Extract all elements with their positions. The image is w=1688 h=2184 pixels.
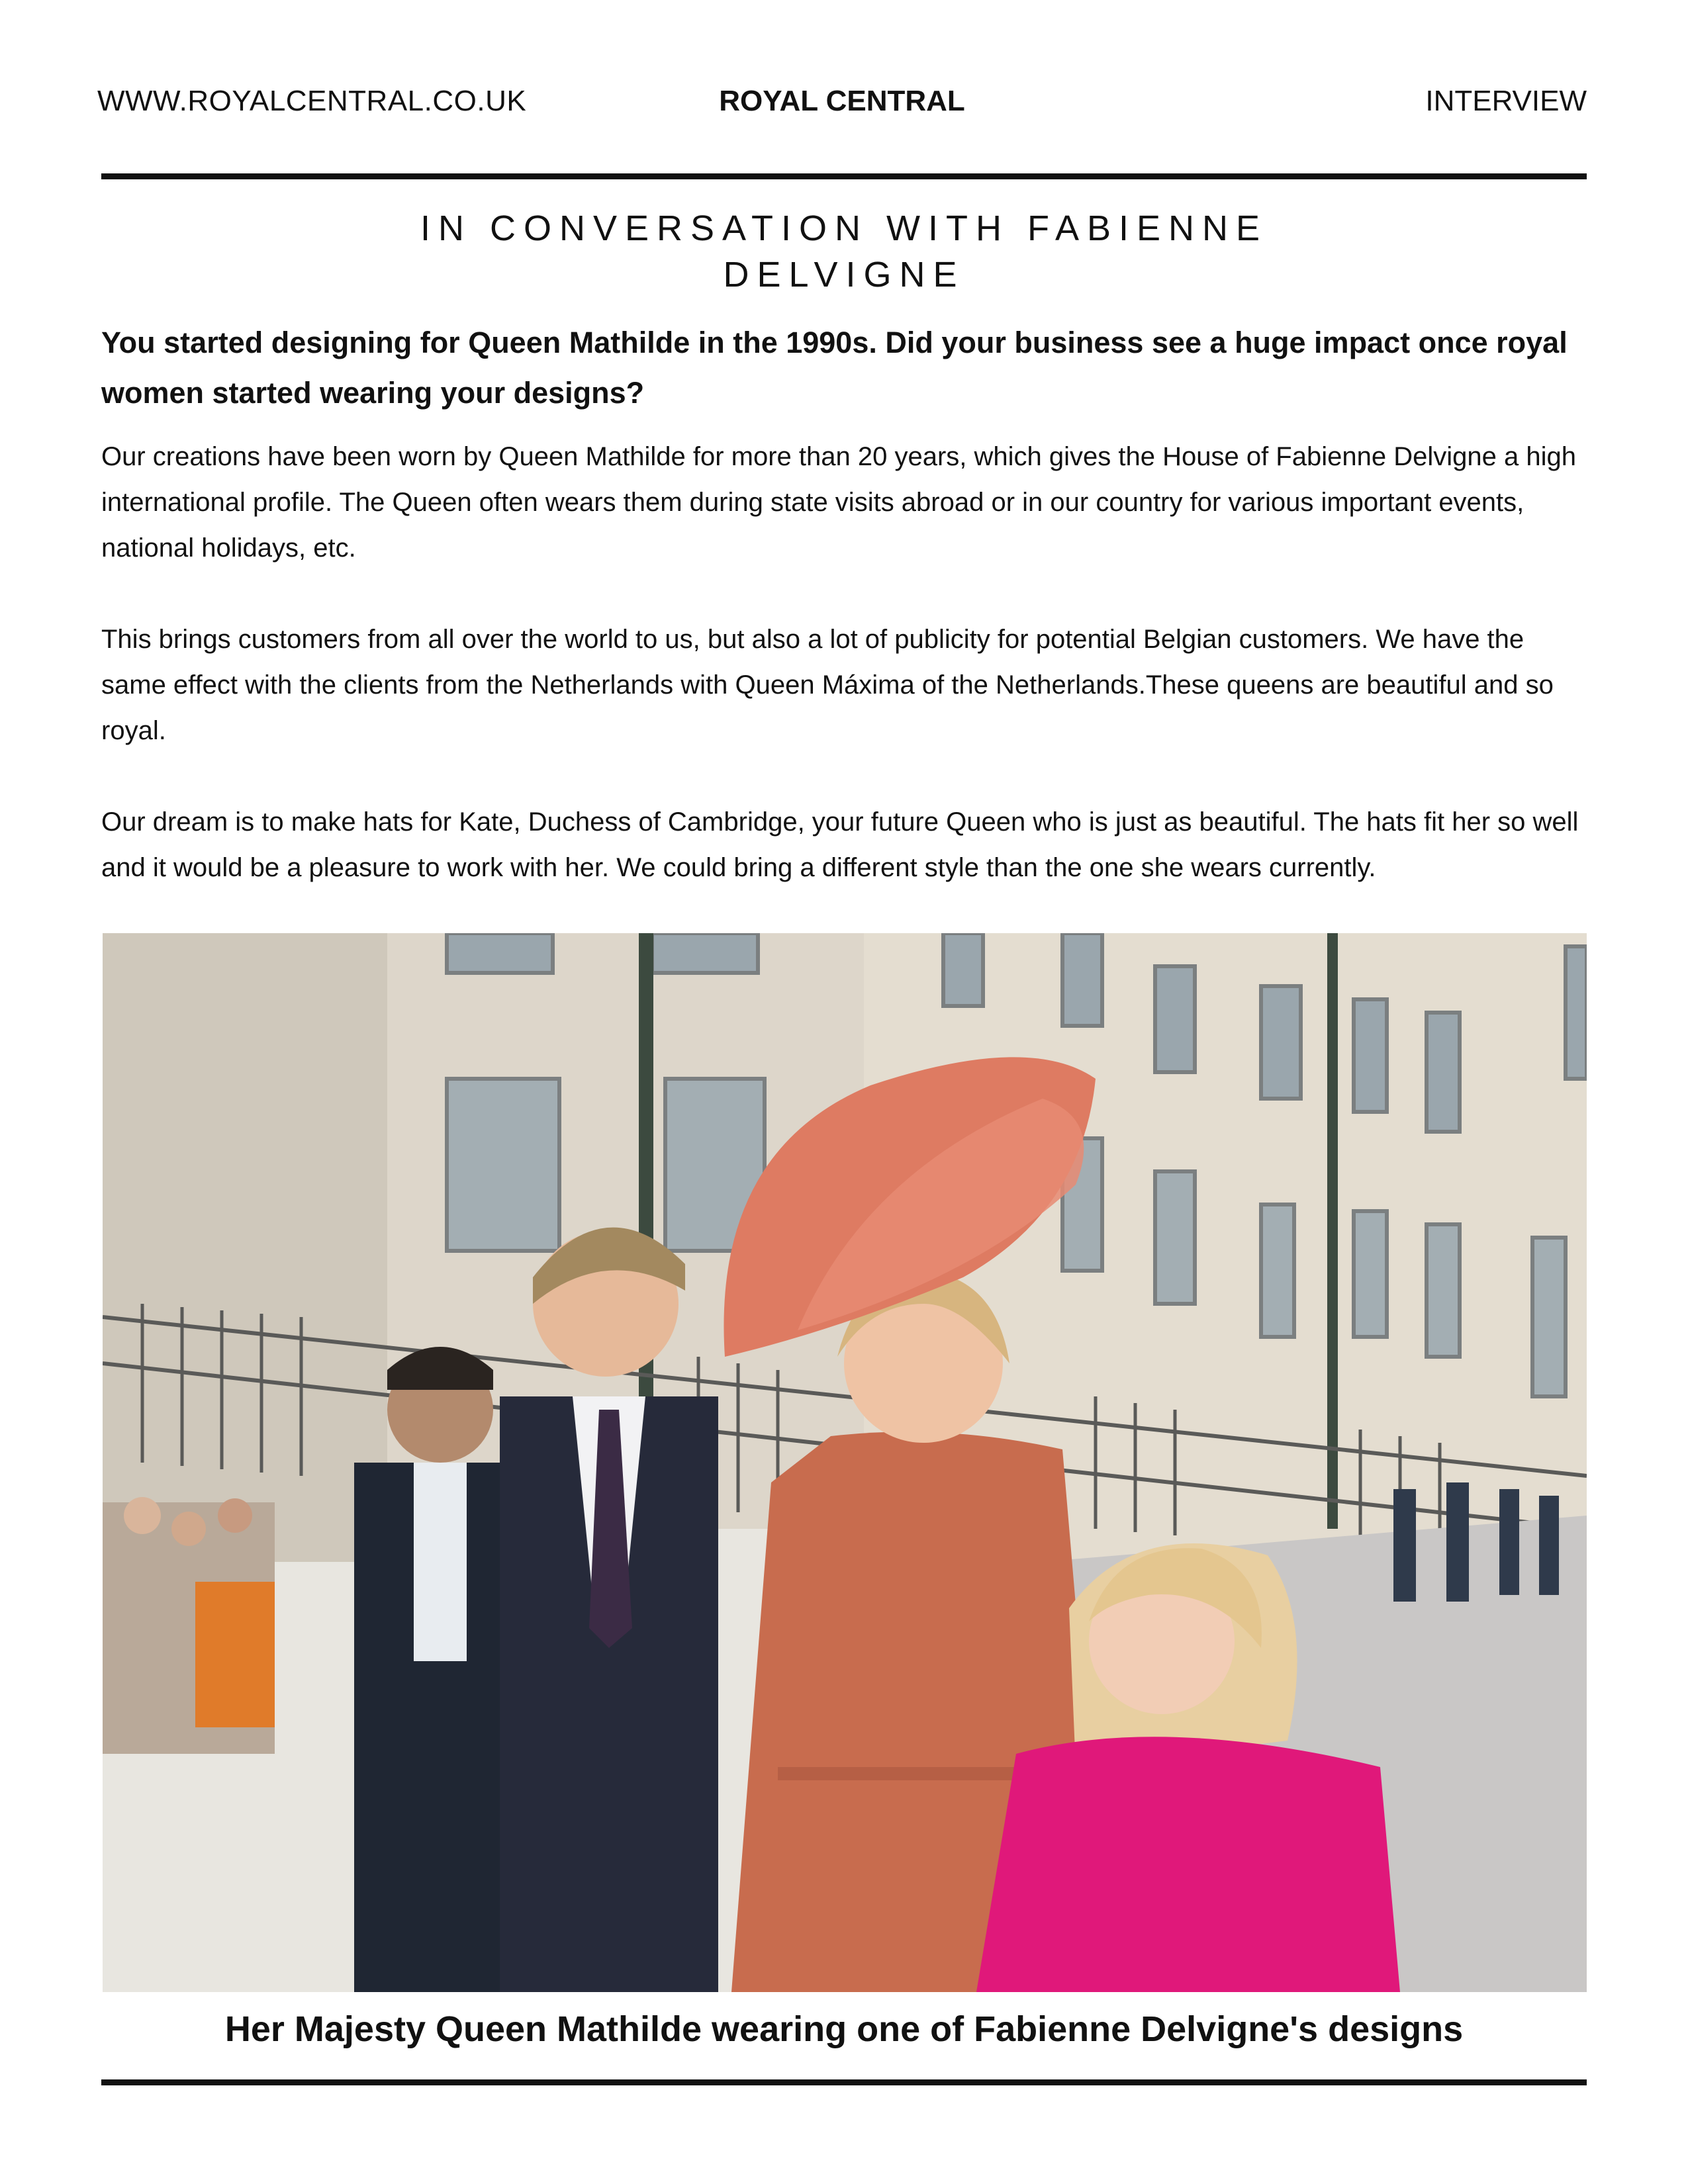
interview-question: You started designing for Queen Mathilde in the 1990s. Did your business see a huge impact once royal women started wearing your designs? [101,326,1568,410]
publication-name: ROYAL CENTRAL [719,85,965,117]
website-url[interactable]: WWW.ROYALCENTRAL.CO.UK [97,85,527,117]
photo-caption: Her Majesty Queen Mathilde wearing one of Fabienne Delvigne's designs [224,2009,1464,2049]
answer-paragraph-1: Our creations have been worn by Queen Mathilde for more than 20 years, which gives the House of Fabienne Delvigne a high international profile. The Queen often wears them during state visits abroad or in our country for various important events, national holidays, etc. [101,442,1576,563]
header-divider [101,173,1587,179]
article-title-line-2: DELVIGNE [723,255,965,295]
page-header [97,85,1587,131]
article-title [331,205,1357,298]
answer-paragraph-3: Our dream is to make hats for Kate, Duchess of Cambridge, your future Queen who is just as beautiful. The hats fit her so well and it would be a pleasure to work with her. We could bring a different style than the one she wears currently. [101,807,1579,882]
article-photo [103,933,1587,1992]
article-title-line-1: IN CONVERSATION WITH FABIENNE [420,208,1268,248]
footer-divider [101,2079,1587,2085]
photo-illustration [103,933,1587,1992]
section-label: INTERVIEW [1425,85,1587,117]
answer-paragraph-2: This brings customers from all over the world to us, but also a lot of publicity for potential Belgian customers. We have the same effect with the clients from the Netherlands with Queen Máxima of the Netherlands.These queens are beautiful and so royal. [101,625,1554,745]
